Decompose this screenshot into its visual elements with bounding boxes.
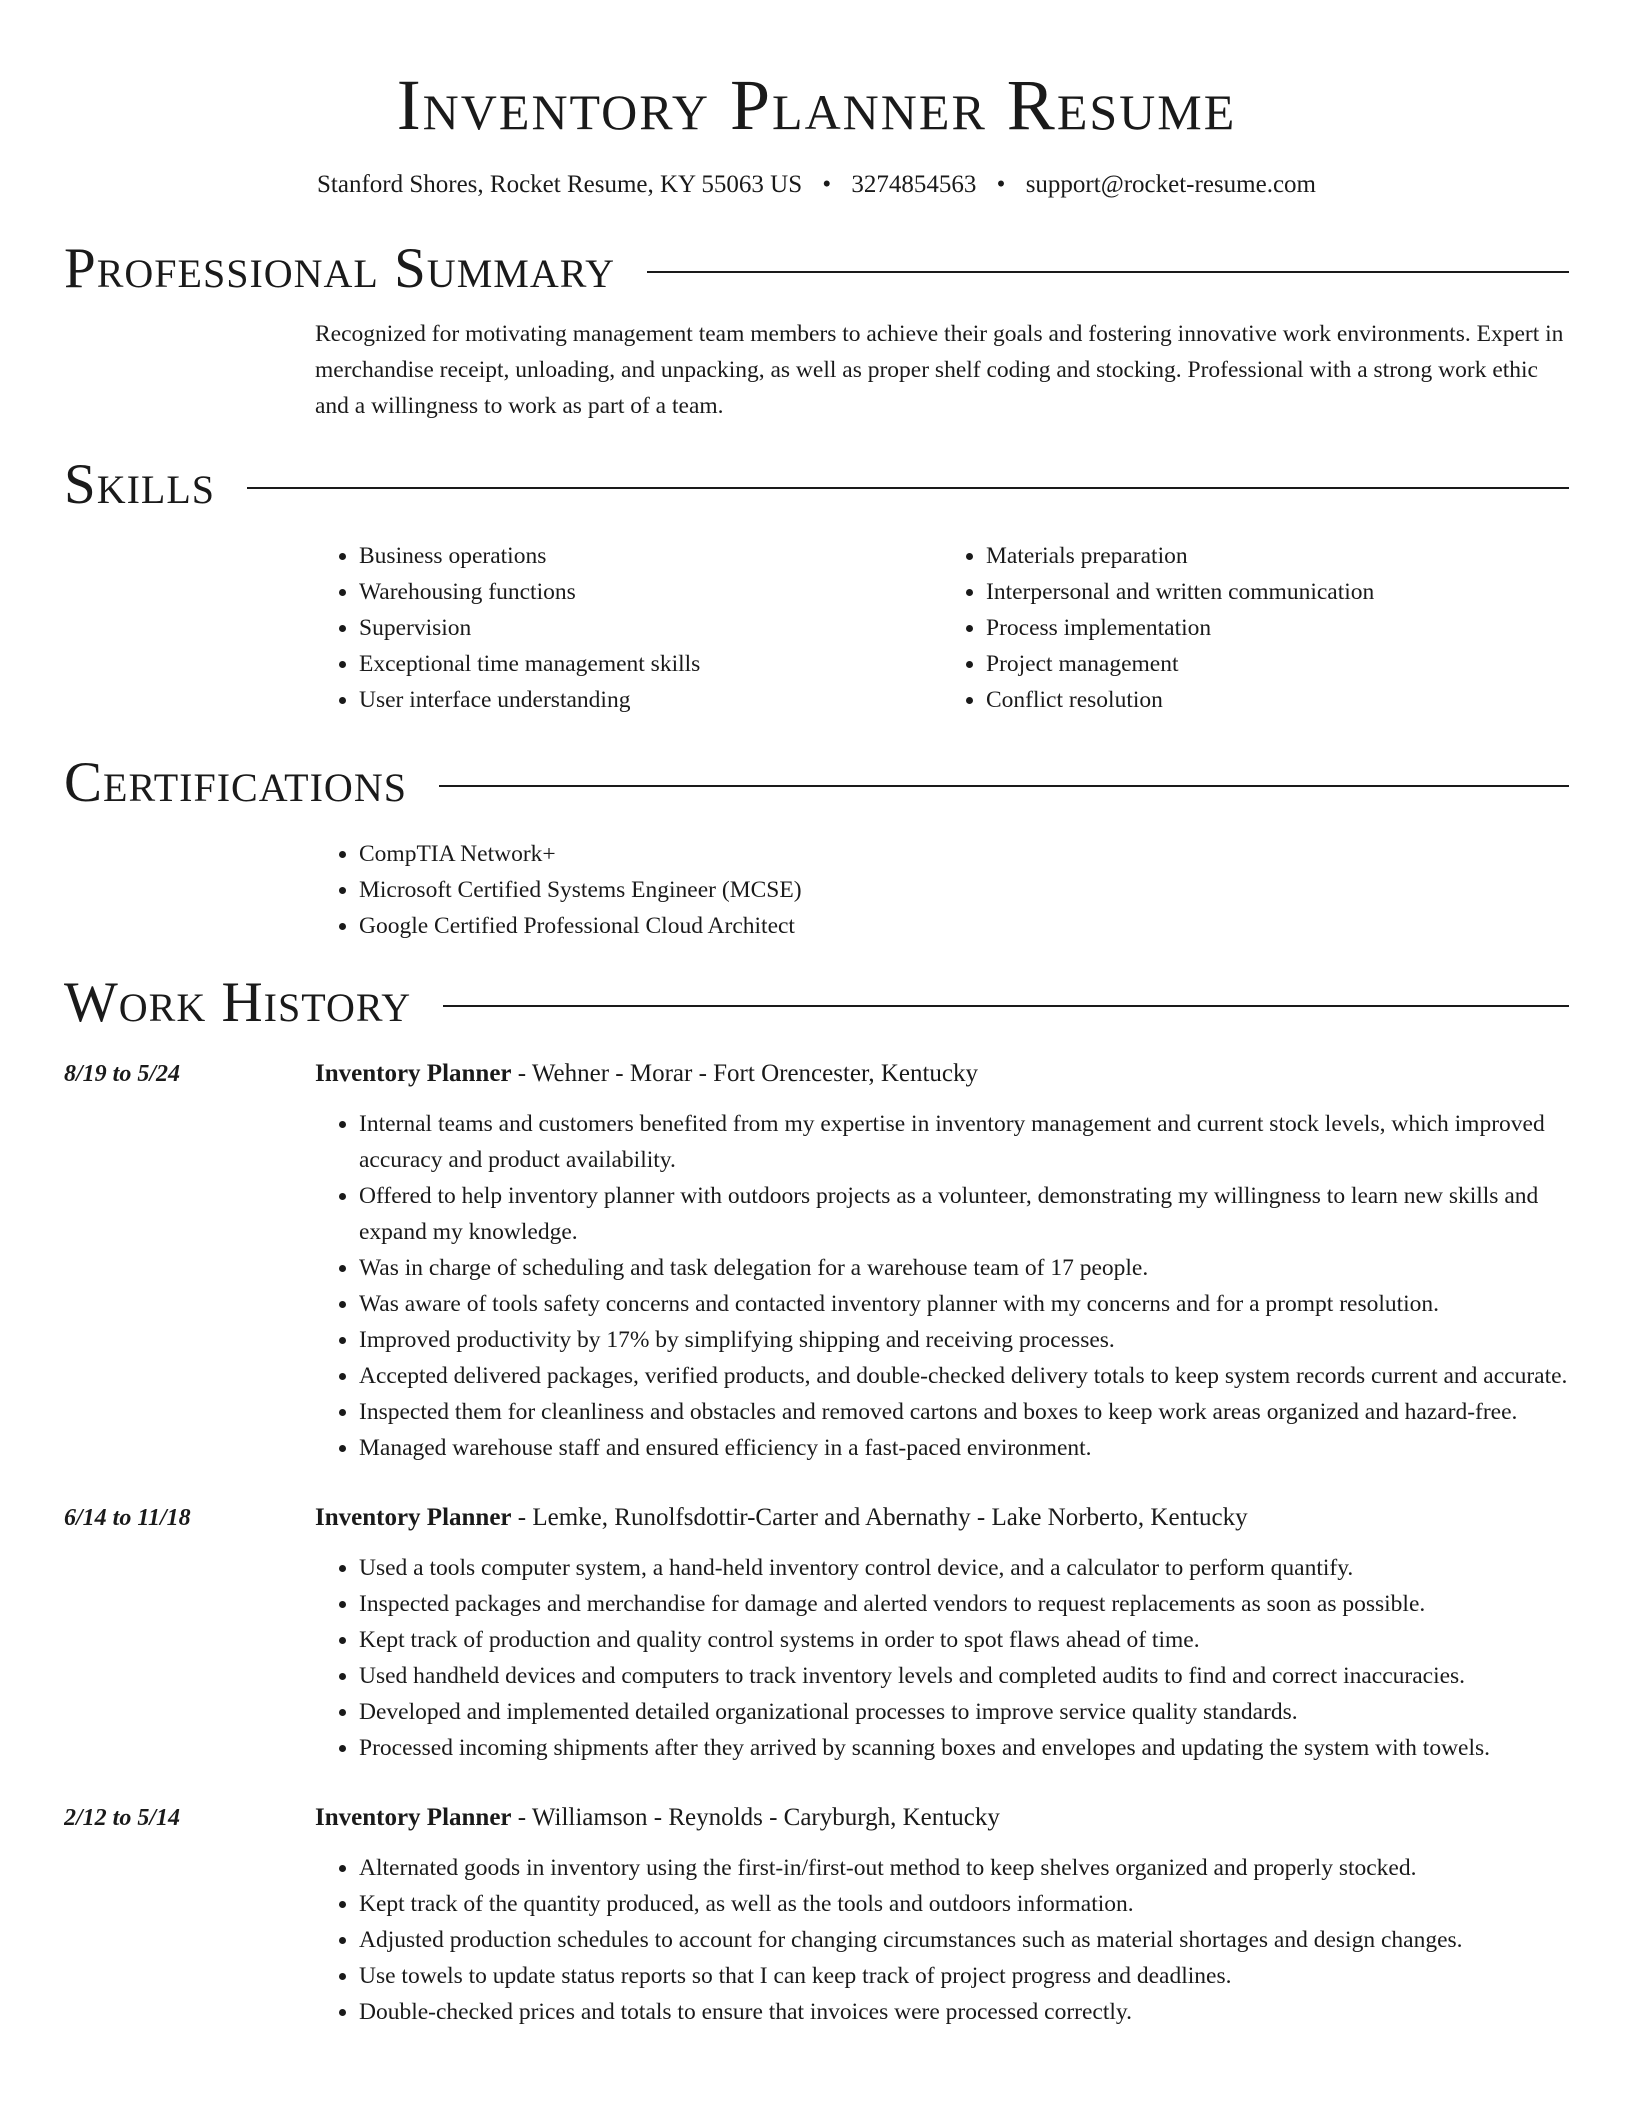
job-title: Inventory Planner [315, 1804, 512, 1831]
skill-item: • Conflict resolution [986, 682, 1569, 718]
job-bullets [315, 1850, 1569, 2030]
job-bullet: • Kept track of production and quality control systems in order to spot flaws ahead of time. [359, 1622, 1569, 1658]
section-divider [247, 487, 1569, 489]
skill-item: • Business operations [359, 538, 942, 574]
job-heading [315, 1800, 1569, 1836]
job-bullet: • Used a tools computer system, a hand-held inventory control device, and a calculator to perform quantify. [359, 1550, 1569, 1586]
job-bullet: • Accepted delivered packages, verified products, and double-checked delivery totals to keep system records current and accurate. [359, 1358, 1569, 1394]
job-dates: 6/14 to 11/18 [64, 1505, 191, 1531]
work-history-section-header [64, 968, 1569, 1038]
job-bullet: • Was in charge of scheduling and task delegation for a warehouse team of 17 people. [359, 1250, 1569, 1286]
skill-item: • Warehousing functions [359, 574, 942, 610]
section-heading: Work History [64, 971, 412, 1034]
job-entry [64, 1500, 1569, 1766]
contact-phone: 3274854563 [851, 171, 977, 198]
job-bullet: • Double-checked prices and totals to ensure that invoices were processed correctly. [359, 1994, 1569, 2030]
job-employer: - Wehner - Morar - Fort Orencester, Kentucky [511, 1060, 979, 1087]
summary-text: Recognized for motivating management team members to achieve their goals and fostering innovative work environments. Expert in merchandise receipt, unloading, and unpacking, as well as proper shelf coding and stocking. Professional with a strong work ethic and a willingness to work as part of a team. [315, 321, 1564, 419]
resume-page [64, 0, 1569, 2112]
contact-separator: • [996, 171, 1006, 198]
job-entry [64, 1800, 1569, 2030]
job-bullets [315, 1550, 1569, 1766]
contact-address: Stanford Shores, Rocket Resume, KY 55063 US [317, 171, 803, 198]
certifications-section-header [64, 748, 1569, 818]
job-bullet: • Used handheld devices and computers to track inventory levels and completed audits to find and correct inaccuracies. [359, 1658, 1569, 1694]
job-bullet: • Offered to help inventory planner with outdoors projects as a volunteer, demonstrating my willingness to learn new skills and expand my knowledge. [359, 1178, 1569, 1250]
job-bullet: • Alternated goods in inventory using the first-in/first-out method to keep shelves organized and properly stocked. [359, 1850, 1569, 1886]
job-employer: - Williamson - Reynolds - Caryburgh, Kentucky [511, 1804, 1000, 1831]
job-bullet: • Inspected them for cleanliness and obstacles and removed cartons and boxes to keep work areas organized and hazard-free. [359, 1394, 1569, 1430]
job-bullet: • Internal teams and customers benefited from my expertise in inventory management and current stock levels, which improved accuracy and product availability. [359, 1106, 1569, 1178]
job-bullet: • Processed incoming shipments after they arrived by scanning boxes and envelopes and updating the system with towels. [359, 1730, 1569, 1766]
contact-line [64, 170, 1569, 200]
skill-item: • Supervision [359, 610, 942, 646]
section-heading: Professional Summary [64, 237, 616, 300]
skills-list [315, 538, 1569, 718]
job-dates: 8/19 to 5/24 [64, 1061, 181, 1087]
job-bullet: • Kept track of the quantity produced, as well as the tools and outdoors information. [359, 1886, 1569, 1922]
section-divider [439, 785, 1569, 787]
section-heading: Skills [64, 453, 216, 516]
job-bullet: • Adjusted production schedules to account for changing circumstances such as material shortages and design changes. [359, 1922, 1569, 1958]
job-bullet: • Use towels to update status reports so that I can keep track of project progress and deadlines. [359, 1958, 1569, 1994]
contact-separator: • [822, 171, 832, 198]
skill-item: • Interpersonal and written communication [986, 574, 1569, 610]
skill-item: • User interface understanding [359, 682, 942, 718]
job-bullet: • Improved productivity by 17% by simplifying shipping and receiving processes. [359, 1322, 1569, 1358]
resume-title: Inventory Planner Resume [396, 65, 1237, 145]
contact-email: support@rocket-resume.com [1025, 171, 1316, 198]
section-divider [443, 1005, 1569, 1007]
job-title: Inventory Planner [315, 1060, 512, 1087]
job-employer: - Lemke, Runolfsdottir-Carter and Abernathy - Lake Norberto, Kentucky [511, 1504, 1248, 1531]
skills-column-left [315, 538, 942, 718]
job-bullet: • Developed and implemented detailed organizational processes to improve service quality standards. [359, 1694, 1569, 1730]
skill-item: • Materials preparation [986, 538, 1569, 574]
certification-item: • Microsoft Certified Systems Engineer (MCSE) [359, 872, 1569, 908]
skill-item: • Exceptional time management skills [359, 646, 942, 682]
job-bullet: • Managed warehouse staff and ensured efficiency in a fast-paced environment. [359, 1430, 1569, 1466]
job-title: Inventory Planner [315, 1504, 512, 1531]
job-heading [315, 1056, 1569, 1092]
summary-section-header [64, 234, 1569, 304]
certification-item: • Google Certified Professional Cloud Architect [359, 908, 1569, 944]
job-dates: 2/12 to 5/14 [64, 1805, 181, 1831]
certification-item: • CompTIA Network+ [359, 836, 1569, 872]
skills-column-right [942, 538, 1569, 718]
job-bullet: • Inspected packages and merchandise for damage and alerted vendors to request replacements as soon as possible. [359, 1586, 1569, 1622]
skill-item: • Process implementation [986, 610, 1569, 646]
job-heading [315, 1500, 1569, 1536]
skills-section-header [64, 450, 1569, 520]
job-bullets [315, 1106, 1569, 1466]
section-heading: Certifications [64, 751, 407, 814]
job-bullet: • Was aware of tools safety concerns and contacted inventory planner with my concerns and for a prompt resolution. [359, 1286, 1569, 1322]
job-entry [64, 1056, 1569, 1466]
certifications-list [315, 836, 1569, 944]
section-divider [647, 271, 1569, 273]
skill-item: • Project management [986, 646, 1569, 682]
